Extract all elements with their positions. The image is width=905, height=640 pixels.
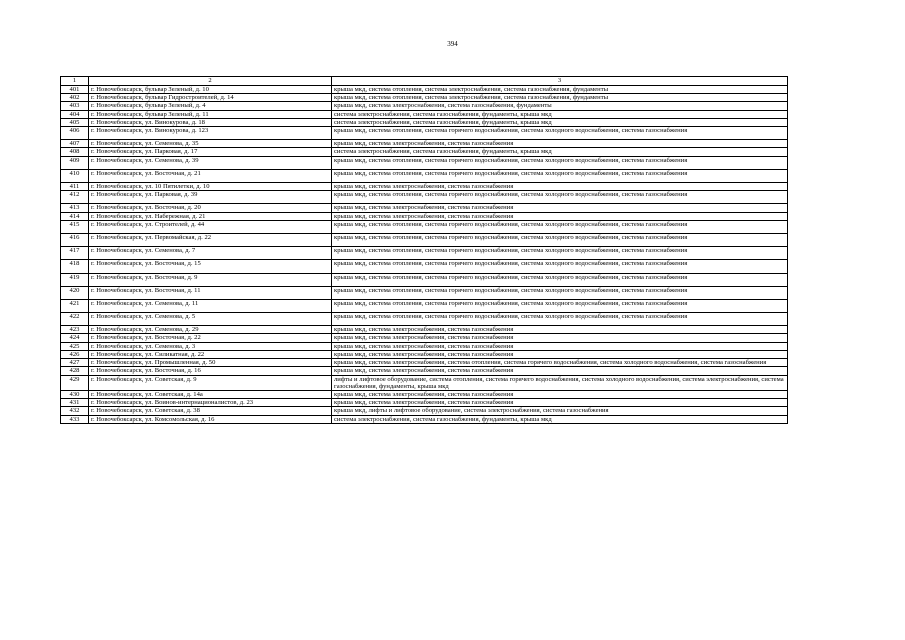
row-address: г. Новочебоксарск, ул. Винокурова, д. 18	[89, 118, 332, 126]
row-address: г. Новочебоксарск, ул. Первомайская, д. 22	[89, 233, 332, 246]
table-row	[61, 110, 788, 118]
row-number: 432	[61, 407, 89, 415]
row-number: 416	[61, 233, 89, 246]
table-row	[61, 140, 788, 148]
table-row	[61, 212, 788, 220]
row-address: г. Новочебоксарск, ул. Силикатная, д. 22	[89, 350, 332, 358]
row-works: лифты и лифтовое оборудование, система отопления, система горячего водоснабжения, система холодного водоснабжения, система электроснабжения, система газоснабжения, фундаменты, крыша мкд	[332, 375, 788, 390]
row-works: крыша мкд, система электроснабжения, система газоснабжения	[332, 140, 788, 148]
row-works: крыша мкд, система отопления, система горячего водоснабжения, система холодного водоснабжения, система газоснабжения	[332, 169, 788, 182]
row-number: 423	[61, 326, 89, 334]
table-row	[61, 148, 788, 156]
row-address: г. Новочебоксарск, ул. Семенова, д. 11	[89, 299, 332, 312]
row-number: 431	[61, 399, 89, 407]
row-address: г. Новочебоксарск, ул. Набережная, д. 21	[89, 212, 332, 220]
table-row	[61, 367, 788, 375]
row-works: крыша мкд, система отопления, система горячего водоснабжения, система холодного водоснабжения, система газоснабжения	[332, 127, 788, 140]
table-row	[61, 334, 788, 342]
row-address: г. Новочебоксарск, ул. Восточная, д. 21	[89, 169, 332, 182]
table-row	[61, 169, 788, 182]
row-address: г. Новочебоксарск, ул. Восточная, д. 9	[89, 273, 332, 286]
row-works: крыша мкд, система отопления, система горячего водоснабжения, система холодного водоснабжения, система газоснабжения	[332, 273, 788, 286]
row-works: крыша мкд, система отопления, система горячего водоснабжения, система холодного водоснабжения, система газоснабжения	[332, 247, 788, 260]
row-address: г. Новочебоксарск, ул. Восточная, д. 15	[89, 260, 332, 273]
table-row	[61, 342, 788, 350]
row-works: крыша мкд, система электроснабжения, система газоснабжения	[332, 367, 788, 375]
row-address: г. Новочебоксарск, бульвар Зеленый, д. 4	[89, 102, 332, 110]
row-works: крыша мкд, система отопления, система электроснабжения, система газоснабжения, фундаменты	[332, 86, 788, 94]
row-address: г. Новочебоксарск, ул. Восточная, д. 11	[89, 286, 332, 299]
header-cell-number: 1	[61, 77, 89, 86]
header-cell-works: 3	[332, 77, 788, 86]
row-number: 411	[61, 182, 89, 190]
row-works: система электроснабжения, система газоснабжения, фундаменты, крыша мкд	[332, 118, 788, 126]
row-number: 410	[61, 169, 89, 182]
row-address: г. Новочебоксарск, ул. Комсомольская, д. 16	[89, 415, 332, 423]
row-number: 424	[61, 334, 89, 342]
row-address: г. Новочебоксарск, ул. 10 Пятилетки, д. 10	[89, 182, 332, 190]
row-number: 419	[61, 273, 89, 286]
table-row	[61, 375, 788, 390]
table-row	[61, 247, 788, 260]
row-works: крыша мкд, система отопления, система горячего водоснабжения, система холодного водоснабжения, система газоснабжения	[332, 260, 788, 273]
table-row	[61, 407, 788, 415]
row-number: 412	[61, 191, 89, 204]
table-row	[61, 191, 788, 204]
row-address: г. Новочебоксарск, ул. Строителей, д. 44	[89, 220, 332, 233]
row-number: 415	[61, 220, 89, 233]
row-address: г. Новочебоксарск, ул. Восточная, д. 22	[89, 334, 332, 342]
row-works: крыша мкд, система электроснабжения, система газоснабжения	[332, 350, 788, 358]
row-number: 404	[61, 110, 89, 118]
row-works: крыша мкд, система отопления, система горячего водоснабжения, система холодного водоснабжения, система газоснабжения	[332, 313, 788, 326]
row-number: 401	[61, 86, 89, 94]
row-works: крыша мкд, система электроснабжения, система газоснабжения	[332, 334, 788, 342]
row-address: г. Новочебоксарск, ул. Семенова, д. 5	[89, 313, 332, 326]
row-address: г. Новочебоксарск, ул. Советская, д. 14а	[89, 390, 332, 398]
row-address: г. Новочебоксарск, ул. Парковая, д. 39	[89, 191, 332, 204]
row-works: система электроснабжения, система газоснабжения, фундаменты, крыша мкд	[332, 415, 788, 423]
row-address: г. Новочебоксарск, бульвар Гидростроителей, д. 14	[89, 94, 332, 102]
row-number: 406	[61, 127, 89, 140]
row-number: 407	[61, 140, 89, 148]
row-address: г. Новочебоксарск, бульвар Зеленый, д. 10	[89, 86, 332, 94]
table-body	[61, 86, 788, 424]
table-row	[61, 86, 788, 94]
houses-table	[60, 76, 788, 424]
row-number: 405	[61, 118, 89, 126]
row-works: крыша мкд, система отопления, система горячего водоснабжения, система холодного водоснабжения, система газоснабжения	[332, 286, 788, 299]
table-row	[61, 233, 788, 246]
row-works: крыша мкд, система отопления, система электроснабжения, система газоснабжения, фундаменты	[332, 94, 788, 102]
row-address: г. Новочебоксарск, ул. Семенова, д. 7	[89, 247, 332, 260]
row-address: г. Новочебоксарск, ул. Семенова, д. 39	[89, 156, 332, 169]
row-number: 429	[61, 375, 89, 390]
row-works: крыша мкд, система электроснабжения, система газоснабжения	[332, 182, 788, 190]
row-number: 425	[61, 342, 89, 350]
row-number: 421	[61, 299, 89, 312]
table-row	[61, 94, 788, 102]
row-address: г. Новочебоксарск, ул. Восточная, д. 16	[89, 367, 332, 375]
row-works: крыша мкд, система электроснабжения, система газоснабжения	[332, 204, 788, 212]
row-works: крыша мкд, система отопления, система горячего водоснабжения, система холодного водоснабжения, система газоснабжения	[332, 156, 788, 169]
row-address: г. Новочебоксарск, ул. Восточная, д. 20	[89, 204, 332, 212]
table-row	[61, 399, 788, 407]
row-works: крыша мкд, система электроснабжения, система газоснабжения	[332, 399, 788, 407]
table-row	[61, 204, 788, 212]
row-address: г. Новочебоксарск, ул. Парковая, д. 17	[89, 148, 332, 156]
table-row	[61, 156, 788, 169]
table-row	[61, 313, 788, 326]
table-row	[61, 390, 788, 398]
row-address: г. Новочебоксарск, ул. Советская, д. 38	[89, 407, 332, 415]
table-row	[61, 350, 788, 358]
page-number: 394	[447, 40, 458, 48]
row-works: крыша мкд, лифты и лифтовое оборудование, система электроснабжения, система газоснабжения	[332, 407, 788, 415]
table-row	[61, 260, 788, 273]
table-row	[61, 118, 788, 126]
row-number: 402	[61, 94, 89, 102]
table-row	[61, 286, 788, 299]
row-number: 414	[61, 212, 89, 220]
row-number: 413	[61, 204, 89, 212]
row-works: крыша мкд, система отопления, система горячего водоснабжения, система холодного водоснабжения, система газоснабжения	[332, 191, 788, 204]
table-row	[61, 359, 788, 367]
row-address: г. Новочебоксарск, ул. Семенова, д. 35	[89, 140, 332, 148]
row-address: г. Новочебоксарск, ул. Винокурова, д. 123	[89, 127, 332, 140]
row-works: крыша мкд, система отопления, система горячего водоснабжения, система холодного водоснабжения, система газоснабжения	[332, 299, 788, 312]
row-works: крыша мкд, система электроснабжения, система газоснабжения	[332, 342, 788, 350]
row-number: 426	[61, 350, 89, 358]
table-row	[61, 102, 788, 110]
row-number: 403	[61, 102, 89, 110]
table-row	[61, 273, 788, 286]
row-number: 422	[61, 313, 89, 326]
header-cell-address: 2	[89, 77, 332, 86]
table-row	[61, 220, 788, 233]
row-address: г. Новочебоксарск, ул. Промышленная, д. 50	[89, 359, 332, 367]
row-works: крыша мкд, система электроснабжения, система газоснабжения	[332, 326, 788, 334]
row-number: 420	[61, 286, 89, 299]
table-row	[61, 127, 788, 140]
row-number: 408	[61, 148, 89, 156]
row-works: крыша мкд, система электроснабжения, система газоснабжения	[332, 212, 788, 220]
row-works: система электроснабжения, система газоснабжения, фундаменты, крыша мкд	[332, 148, 788, 156]
table-row	[61, 299, 788, 312]
row-works: крыша мкд, система отопления, система горячего водоснабжения, система холодного водоснабжения, система газоснабжения	[332, 220, 788, 233]
row-number: 427	[61, 359, 89, 367]
row-works: система электроснабжения, система газоснабжения, фундаменты, крыша мкд	[332, 110, 788, 118]
row-number: 418	[61, 260, 89, 273]
table-row	[61, 182, 788, 190]
row-number: 417	[61, 247, 89, 260]
row-number: 430	[61, 390, 89, 398]
row-address: г. Новочебоксарск, бульвар Зеленый, д. 11	[89, 110, 332, 118]
row-address: г. Новочебоксарск, ул. Советская, д. 9	[89, 375, 332, 390]
header-row	[61, 77, 788, 86]
row-address: г. Новочебоксарск, ул. Семенова, д. 29	[89, 326, 332, 334]
row-number: 428	[61, 367, 89, 375]
row-address: г. Новочебоксарск, ул. Воинов-интернационалистов, д. 23	[89, 399, 332, 407]
table-row	[61, 415, 788, 423]
row-number: 433	[61, 415, 89, 423]
row-works: крыша мкд, система электроснабжения, система газоснабжения, фундаменты	[332, 102, 788, 110]
row-works: крыша мкд, система электроснабжения, система газоснабжения	[332, 390, 788, 398]
table-row	[61, 326, 788, 334]
row-works: крыша мкд, система отопления, система горячего водоснабжения, система холодного водоснабжения, система газоснабжения	[332, 233, 788, 246]
row-works: крыша мкд, система электроснабжения, система отопления, система горячего водоснабжения, система холодного водоснабжения, система газоснабжения	[332, 359, 788, 367]
row-number: 409	[61, 156, 89, 169]
row-address: г. Новочебоксарск, ул. Семенова, д. 3	[89, 342, 332, 350]
